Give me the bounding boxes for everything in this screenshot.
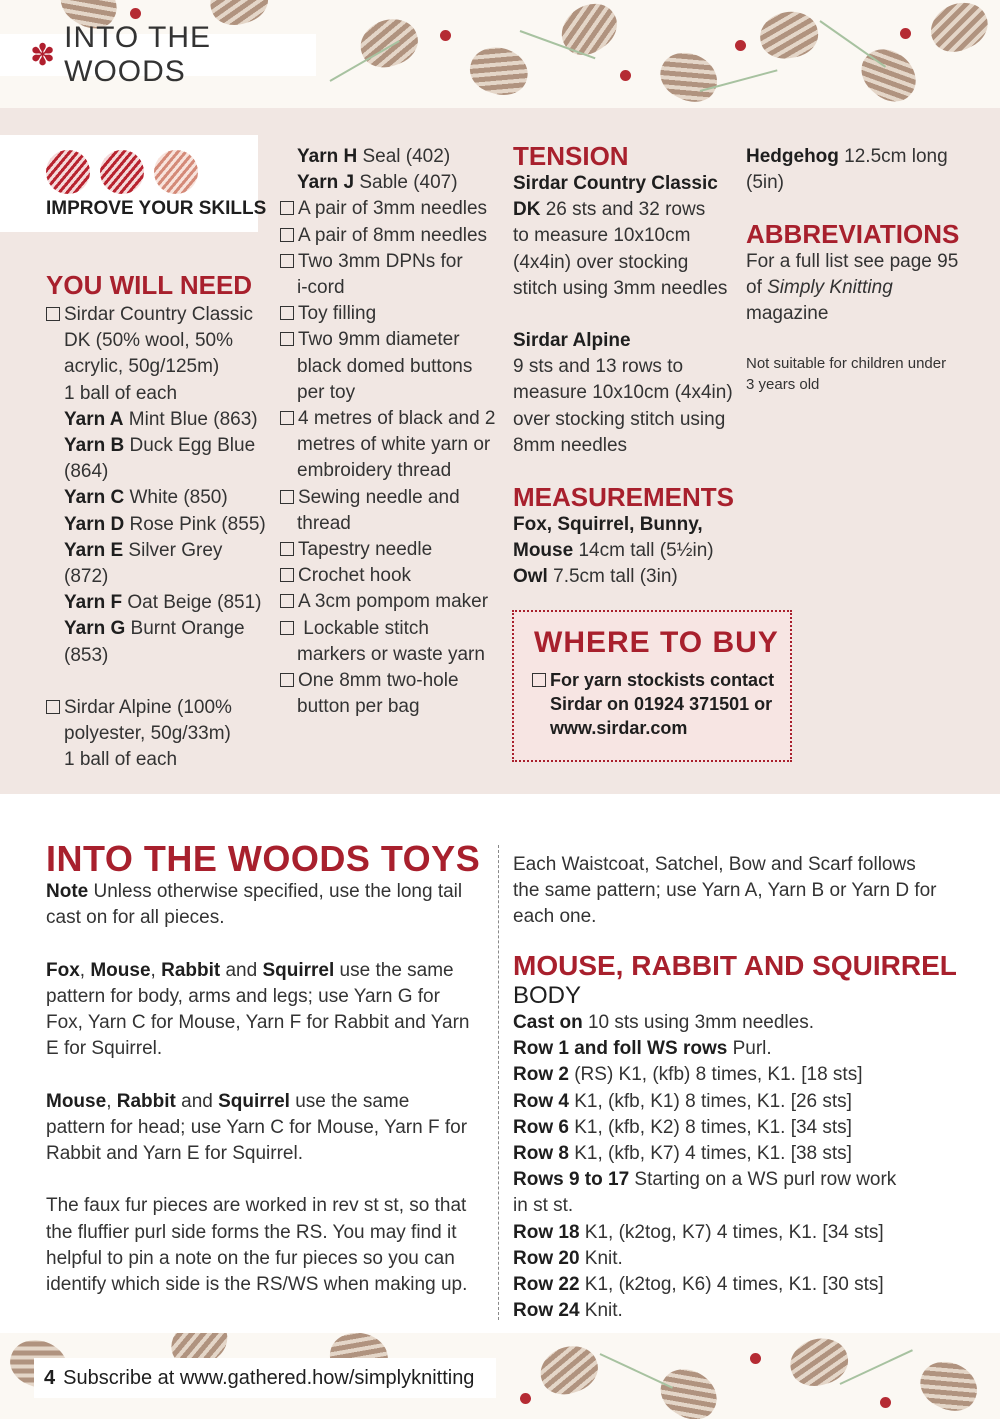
checkbox-icon (280, 332, 294, 346)
checkbox-icon (280, 542, 294, 556)
tension-line (513, 380, 733, 406)
item-label: Yarn J (297, 172, 355, 194)
skills-title: IMPROVE YOUR SKILLS (46, 198, 267, 219)
row-label: Row 8 (513, 1143, 569, 1164)
pattern-row (513, 1062, 862, 1088)
item-text: Tapestry needle (298, 539, 433, 560)
item-text: per toy (297, 381, 356, 403)
section-label-text: INTO THE WOODS (64, 21, 212, 88)
materials-item (280, 616, 429, 642)
pinecone-icon (465, 41, 533, 100)
pinecone-icon (923, 0, 995, 60)
row-instruction: Knit. (579, 1300, 623, 1322)
paragraph-line: each one. (513, 906, 597, 928)
item-label: Yarn B (64, 435, 125, 456)
checkbox-icon (280, 411, 294, 425)
measurements-title: MEASUREMENTS (513, 482, 735, 512)
row-label: Row 2 (513, 1064, 569, 1086)
item-label: Yarn C (64, 487, 125, 509)
section-title: MOUSE, RABBIT AND SQUIRREL (513, 950, 957, 981)
materials-item (64, 328, 233, 354)
measurement-line (513, 564, 678, 590)
materials-item (64, 721, 231, 747)
row-instruction: K1, (k2tog, K7) 4 times, K1. [34 sts] (579, 1221, 884, 1243)
section-label (0, 21, 316, 88)
materials-item (64, 616, 245, 642)
paragraph-line (46, 1141, 303, 1167)
pattern-row (513, 1115, 852, 1141)
pinecone-icon (354, 11, 424, 74)
where-to-buy-line (532, 670, 774, 691)
item-text: Toy filling (298, 303, 377, 325)
measurement-line (746, 144, 948, 170)
berry-icon (520, 1393, 531, 1404)
berry-icon (735, 40, 746, 51)
pinecone-icon (756, 7, 821, 62)
tension-title: TENSION (513, 141, 629, 171)
item-text: Sirdar Country Classic (64, 304, 253, 325)
item-text: 26 sts and 32 rows (540, 199, 706, 221)
where-to-buy-box (512, 610, 792, 762)
measurement-line (746, 170, 784, 196)
checkbox-icon (280, 201, 294, 215)
materials-item (64, 512, 266, 538)
abbreviations-line: For a full list see page 95 (746, 251, 959, 272)
measurement-line (513, 512, 703, 538)
row-label: Rows 9 to 17 (513, 1169, 630, 1191)
item-text: Two 9mm diameter (298, 329, 460, 351)
checkbox-icon (280, 621, 294, 635)
emphasis: Note (46, 881, 89, 902)
item-text: Duck Egg Blue (124, 435, 256, 456)
item-text: (864) (64, 461, 109, 483)
pattern-row (513, 1167, 896, 1193)
materials-item (297, 458, 451, 484)
emphasis: Rabbit (161, 959, 221, 981)
paragraph-line (46, 1246, 455, 1272)
pattern-row (513, 1193, 573, 1219)
paragraph-line (46, 1220, 456, 1246)
checkbox-icon (280, 568, 294, 582)
text: Rabbit and Yarn E for Squirrel. (46, 1143, 303, 1164)
item-text: Lockable stitch (298, 617, 429, 639)
materials-item (64, 747, 177, 773)
pattern-row (513, 1010, 814, 1036)
emphasis: Mouse (46, 1090, 107, 1112)
item-text: Two 3mm DPNs for (298, 250, 463, 272)
row-instruction: Starting on a WS purl row work (629, 1169, 897, 1191)
text: cast on for all pieces. (46, 907, 225, 929)
pine-needle (600, 1353, 673, 1389)
tension-line (513, 250, 688, 276)
paragraph-line (46, 905, 224, 931)
item-text: i-cord (297, 277, 345, 298)
row-label: Row 1 and foll WS rows (513, 1038, 728, 1060)
text: the fluffier purl side forms the RS. You may find it (46, 1221, 457, 1243)
where-to-buy-line: Sirdar on 01924 371501 or (550, 694, 773, 714)
pattern-row (513, 1298, 623, 1324)
materials-item (280, 668, 459, 694)
materials-item (280, 406, 496, 432)
row-label: Row 20 (513, 1247, 580, 1269)
emphasis: Squirrel (262, 959, 335, 981)
text: pattern for head; use Yarn C for Mouse, Yarn F for (46, 1116, 468, 1138)
tension-line (513, 276, 727, 302)
item-text: Rose Pink (855) (124, 513, 266, 535)
row-label: Cast on (513, 1012, 583, 1033)
item-label: DK (513, 199, 541, 221)
paragraph-line (46, 1193, 466, 1219)
item-text: thread (297, 512, 351, 534)
item-text: A 3cm pompom maker (298, 591, 489, 613)
materials-item (297, 380, 355, 406)
item-text: 14cm tall (5½in) (573, 540, 714, 562)
tension-line (513, 171, 718, 197)
safety-warning: Not suitable for children under (746, 355, 947, 372)
toys-title: INTO THE WOODS TOYS (46, 838, 481, 879)
item-label: Hedgehog (746, 146, 839, 167)
materials-item (46, 302, 253, 328)
row-instruction: K1, (kfb, K7) 4 times, K1. [38 sts] (568, 1143, 852, 1164)
item-label: Yarn H (297, 146, 358, 167)
item-text: Seal (402) (357, 146, 451, 167)
item-text: black domed buttons (297, 355, 473, 377)
item-text: Oat Beige (851) (122, 592, 262, 614)
page-footer (34, 1358, 496, 1398)
paragraph-line (46, 1115, 467, 1141)
item-text: Sewing needle and (298, 486, 460, 508)
paragraph-line: Each Waistcoat, Satchel, Bow and Scarf follows (513, 854, 916, 875)
row-instruction: K1, (kfb, K2) 8 times, K1. [34 sts] (568, 1116, 852, 1138)
page-number: 4 (44, 1366, 56, 1389)
row-label: Row 18 (513, 1221, 580, 1243)
materials-item (64, 538, 222, 564)
materials-item (297, 354, 472, 380)
berry-icon (900, 28, 911, 39)
row-label: Row 22 (513, 1274, 580, 1295)
row-instruction: (RS) K1, (kfb) 8 times, K1. [18 sts] (568, 1064, 863, 1086)
yarn-ball-icon (46, 150, 90, 194)
item-text: 8mm needles (513, 434, 628, 456)
item-text: Mint Blue (863) (123, 408, 258, 430)
checkbox-icon (46, 307, 60, 321)
materials-item (280, 327, 460, 353)
text: , (106, 1090, 117, 1112)
row-instruction: Knit. (579, 1247, 623, 1269)
materials-item (280, 249, 463, 275)
item-text: measure 10x10cm (4x4in) (513, 382, 733, 404)
tension-line (513, 407, 725, 433)
row-instruction: K1, (kfb, K1) 8 times, K1. [26 sts] (568, 1090, 852, 1112)
item-text: (4x4in) over stocking (513, 251, 689, 273)
tension-line (513, 328, 631, 354)
pinecone-icon (653, 44, 725, 108)
berry-icon (440, 30, 451, 41)
materials-item (64, 459, 108, 485)
checkbox-icon (280, 490, 294, 504)
text: E for Squirrel. (46, 1038, 163, 1060)
paragraph-line (46, 879, 462, 905)
abbreviations-title: ABBREVIATIONS (746, 219, 960, 249)
abbreviations-line (746, 275, 893, 301)
materials-item (297, 694, 420, 720)
berry-icon (880, 1397, 891, 1408)
item-text: DK (50% wool, 50% (64, 330, 233, 352)
row-label: Row 4 (513, 1090, 569, 1112)
row-instruction: in st st. (513, 1195, 574, 1217)
row-instruction: K1, (k2tog, K6) 4 times, K1. [30 sts] (579, 1274, 884, 1295)
materials-item (280, 196, 487, 222)
item-label: Owl (513, 566, 548, 588)
item-label: Mouse (513, 540, 574, 562)
item-label: Yarn F (64, 592, 123, 614)
materials-item (64, 354, 219, 380)
berry-icon (750, 1353, 761, 1364)
you-will-need-title: YOU WILL NEED (46, 270, 253, 300)
berry-icon (130, 8, 141, 19)
item-text: One 8mm two-hole (298, 670, 459, 691)
item-text: Sable (407) (354, 172, 458, 194)
pattern-row (513, 1141, 852, 1167)
pattern-row (513, 1246, 623, 1272)
row-label: Row 6 (513, 1116, 569, 1138)
text: and (175, 1090, 219, 1112)
materials-item (64, 433, 255, 459)
materials-item (297, 170, 458, 196)
pine-needle (819, 20, 886, 68)
pattern-row (513, 1220, 884, 1246)
pattern-row (513, 1272, 884, 1298)
materials-item (280, 589, 488, 615)
item-text: metres of white yarn or (297, 434, 491, 456)
item-text: (872) (64, 566, 109, 587)
item-label: Sirdar Country Classic (513, 173, 718, 194)
materials-item (64, 590, 262, 616)
magazine-name: Simply Knitting (767, 277, 893, 298)
row-label: Row 24 (513, 1300, 580, 1322)
section-subtitle: BODY (513, 982, 582, 1009)
row-instruction: Purl. (727, 1038, 772, 1060)
berry-icon (620, 70, 631, 81)
text: , (79, 959, 91, 981)
materials-item (297, 642, 485, 668)
item-text: Silver Grey (123, 539, 223, 561)
abbreviations-line: magazine (746, 303, 829, 324)
materials-item (64, 381, 177, 407)
tension-line (513, 354, 683, 380)
pinecone-icon (913, 1353, 985, 1419)
pattern-row (513, 1036, 772, 1062)
materials-item (297, 275, 345, 301)
item-text: to measure 10x10cm (513, 225, 691, 247)
tension-line (513, 197, 705, 223)
checkbox-icon (280, 228, 294, 242)
item-text: 12.5cm long (838, 146, 948, 167)
safety-warning: 3 years old (746, 376, 820, 393)
materials-item (280, 301, 376, 327)
where-to-buy-title: WHERE TO BUY (534, 626, 779, 659)
item-text: 9 sts and 13 rows to (513, 356, 684, 378)
item-text: White (850) (124, 487, 228, 509)
emphasis: Rabbit (116, 1090, 176, 1112)
text: , (150, 959, 162, 981)
materials-item (280, 485, 460, 511)
item-text: markers or waste yarn (297, 643, 485, 665)
checkbox-icon (280, 306, 294, 320)
materials-item (46, 695, 232, 721)
materials-item (280, 563, 411, 589)
materials-item (280, 223, 487, 249)
pinecone-icon (534, 1338, 604, 1401)
text: identify which side is the RS/WS when making up. (46, 1274, 468, 1295)
checkbox-icon (280, 594, 294, 608)
item-label: Yarn D (64, 513, 125, 535)
item-text: Burnt Orange (125, 618, 245, 640)
emphasis: Fox (46, 959, 80, 981)
materials-item (64, 564, 108, 590)
pattern-row (513, 1089, 852, 1115)
item-text: Crochet hook (298, 565, 412, 587)
item-text: Sirdar Alpine (100% (64, 696, 232, 718)
checkbox-icon (532, 673, 546, 687)
item-text: stitch using 3mm needles (513, 277, 728, 299)
tension-line (513, 223, 690, 249)
pine-needle (840, 1349, 913, 1385)
yarn-ball-icon (100, 150, 144, 194)
emphasis: Squirrel (218, 1090, 290, 1112)
item-text: polyester, 50g/33m) (64, 723, 231, 744)
checkbox-icon (46, 700, 60, 714)
tension-line (513, 433, 627, 459)
paragraph-line (46, 1010, 469, 1036)
item-text: over stocking stitch using (513, 408, 726, 430)
paragraph-line (46, 958, 454, 984)
item-text: (853) (64, 644, 109, 666)
item-text: embroidery thread (297, 460, 452, 482)
measurement-line (513, 538, 714, 564)
item-label: Fox, Squirrel, Bunny, (513, 514, 703, 535)
text: Fox, Yarn C for Mouse, Yarn F for Rabbit and Yarn (46, 1012, 470, 1033)
materials-item (280, 537, 432, 563)
item-text: A pair of 8mm needles (298, 224, 488, 246)
materials-item (64, 407, 258, 433)
where-to-buy-line: www.sirdar.com (550, 718, 688, 738)
item-label: Yarn A (64, 408, 124, 430)
paragraph-line: the same pattern; use Yarn A, Yarn B or Yarn D for (513, 880, 937, 902)
column-divider (498, 845, 499, 1320)
item-text: 1 ball of each (64, 749, 178, 771)
materials-item (64, 643, 108, 669)
emphasis: Mouse (90, 959, 151, 981)
row-instruction: 10 sts using 3mm needles. (582, 1012, 814, 1033)
pinecone-icon (652, 1360, 725, 1419)
where-to-buy-text: For yarn stockists contact (550, 670, 775, 690)
subscribe-text: Subscribe at www.gathered.how/simplyknitting (63, 1366, 475, 1389)
text: use the same (334, 959, 454, 981)
materials-item (64, 485, 228, 511)
materials-item (297, 144, 450, 170)
paragraph-line (46, 984, 440, 1010)
text: use the same (289, 1090, 410, 1112)
yarn-ball-icon (154, 150, 198, 194)
text: and (220, 959, 263, 981)
materials-item (297, 511, 351, 537)
text: pattern for body, arms and legs; use Yarn G for (46, 985, 440, 1007)
paragraph-line (46, 1036, 162, 1062)
item-text: 7.5cm tall (3in) (547, 566, 678, 588)
paragraph-line (46, 1089, 409, 1115)
text: The faux fur pieces are worked in rev st st, so that (46, 1195, 467, 1217)
text: helpful to pin a note on the fur pieces so you can (46, 1247, 455, 1269)
checkbox-icon (280, 673, 294, 687)
item-text: A pair of 3mm needles (298, 198, 488, 220)
item-text: acrylic, 50g/125m) (64, 356, 220, 378)
materials-item (297, 432, 490, 458)
item-text: 4 metres of black and 2 (298, 408, 496, 429)
item-text: button per bag (297, 696, 420, 718)
item-text: (5in) (746, 172, 785, 194)
abbreviations-text: of (746, 277, 768, 298)
item-label: Yarn E (64, 539, 124, 561)
checkbox-icon (280, 254, 294, 268)
item-text: 1 ball of each (64, 382, 178, 404)
flower-icon: ✽ (30, 38, 57, 72)
item-label: Sirdar Alpine (513, 330, 631, 351)
paragraph-line (46, 1272, 467, 1298)
item-label: Yarn G (64, 618, 126, 640)
text: Unless otherwise specified, use the long tail (88, 881, 463, 902)
